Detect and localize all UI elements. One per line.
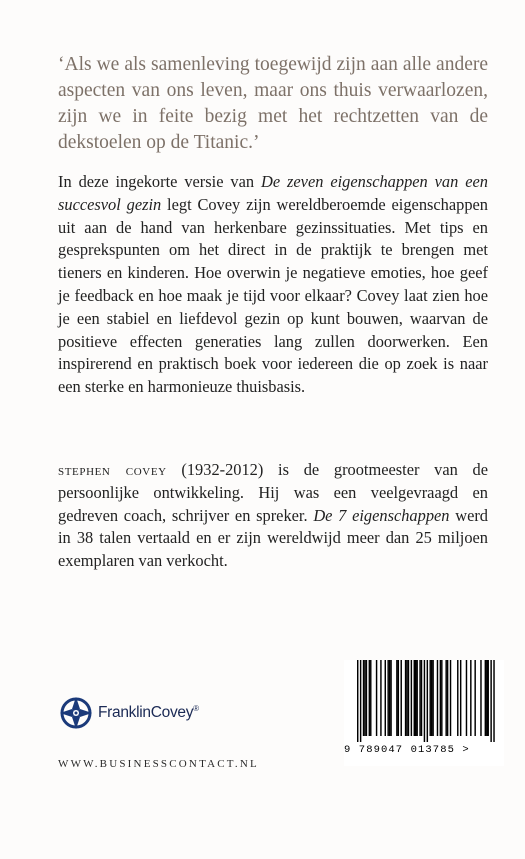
bio-text-1: (1932-2012) is de grootmeester van de persoonlijke ontwikkeling. Hij was een veelgevraagd en gedreven coach, schrijver en spreker. xyxy=(58,460,488,525)
compass-logo-icon xyxy=(58,695,94,731)
barcode-bar xyxy=(427,660,428,742)
barcode-bar xyxy=(445,660,446,736)
barcode-bar xyxy=(414,660,415,736)
barcode-bar xyxy=(488,660,489,736)
barcode-bar xyxy=(405,660,406,736)
barcode-bar xyxy=(387,660,388,736)
barcode-bar xyxy=(360,660,361,742)
barcode-bar xyxy=(398,660,399,736)
publisher-logo-text xyxy=(98,704,199,722)
author-name: stephen covey xyxy=(58,460,167,479)
barcode-bar xyxy=(408,660,409,736)
barcode-bar xyxy=(376,660,377,736)
barcode-bar xyxy=(485,660,486,736)
barcode-bar xyxy=(437,660,438,736)
barcode-bar xyxy=(447,660,448,736)
referenced-book-title: De 7 eigenschappen xyxy=(313,505,450,525)
barcode-bar xyxy=(470,660,471,736)
barcode-bar xyxy=(385,660,386,736)
description-intro: In deze ingekorte versie van xyxy=(58,172,261,191)
barcode-bar xyxy=(424,660,425,742)
back-cover-quote: ‘Als we als samenleving toegewijd zijn aan alle andere aspecten van ons leven, maar ons thuis verwaarlozen, zijn we in feite bezig met het rechtzetten van de dekstoelen op de Titanic.’ xyxy=(58,54,488,153)
isbn-barcode xyxy=(344,660,504,766)
barcode-bar xyxy=(490,660,491,742)
publisher-logo xyxy=(58,693,199,733)
barcode-bar xyxy=(369,660,370,736)
barcode-bar xyxy=(431,660,432,736)
publisher-name: FranklinCovey xyxy=(98,704,194,722)
barcode-bar xyxy=(474,660,475,736)
barcode-bar xyxy=(389,660,390,736)
publisher-website: WWW.BUSINESSCONTACT.NL xyxy=(58,758,259,770)
barcode-bar xyxy=(366,660,367,736)
barcode-bar xyxy=(440,660,441,736)
barcode-bar xyxy=(493,660,494,742)
barcode-bar xyxy=(415,660,416,736)
barcode-bar xyxy=(432,660,433,736)
barcode-bar xyxy=(363,660,364,736)
barcode-bar xyxy=(419,660,420,736)
barcode-bar xyxy=(466,660,467,736)
barcode-bar xyxy=(416,660,417,736)
barcode-bar xyxy=(401,660,402,736)
barcode-bars xyxy=(347,660,501,742)
barcode-bar xyxy=(370,660,371,736)
author-bio xyxy=(58,459,488,573)
barcode-bar xyxy=(441,660,442,736)
barcode-bar xyxy=(380,660,381,736)
description-body: legt Covey zijn wereldberoemde eigenschappen uit aan de hand van herkenbare gezinssituaties. Met tips en gesprekspunten om het direct in de praktijk te brengen met tieners en kinderen. Hoe overwin je negatieve emoties, hoe geef je feedback en hoe maak je tijd voor elkaar? Covey laat zien hoe je een stabiel en liefdevol gezin op kunt bouwen, waarvan de positieve effecten generaties lang zullen doorwerken. Een inspirerend en praktisch boek voor iedereen die op zoek is naar een sterke en harmonieuze thuisbasis. xyxy=(58,194,488,397)
barcode-bar xyxy=(421,660,422,736)
barcode-bar xyxy=(460,660,461,736)
barcode-bar xyxy=(457,660,458,736)
bio-text-2: werd in 38 talen vertaald en er zijn wereldwijd meer dan 25 miljoen exemplaren van verkocht. xyxy=(58,505,489,571)
barcode-bar xyxy=(480,660,481,736)
barcode-bar xyxy=(430,660,431,736)
barcode-bar xyxy=(357,660,358,742)
book-title: De zeven eigenschappen van een succesvol gezin xyxy=(58,172,488,214)
registered-mark: ® xyxy=(193,703,199,713)
barcode-bar xyxy=(411,660,412,736)
isbn-digits: 9 789047 013785 > xyxy=(344,744,470,756)
book-description xyxy=(58,171,488,399)
barcode-bar xyxy=(390,660,391,736)
barcode-bar xyxy=(364,660,365,736)
barcode-bar xyxy=(396,660,397,736)
barcode-bar xyxy=(450,660,451,736)
barcode-bar xyxy=(486,660,487,736)
barcode-bar xyxy=(406,660,407,736)
